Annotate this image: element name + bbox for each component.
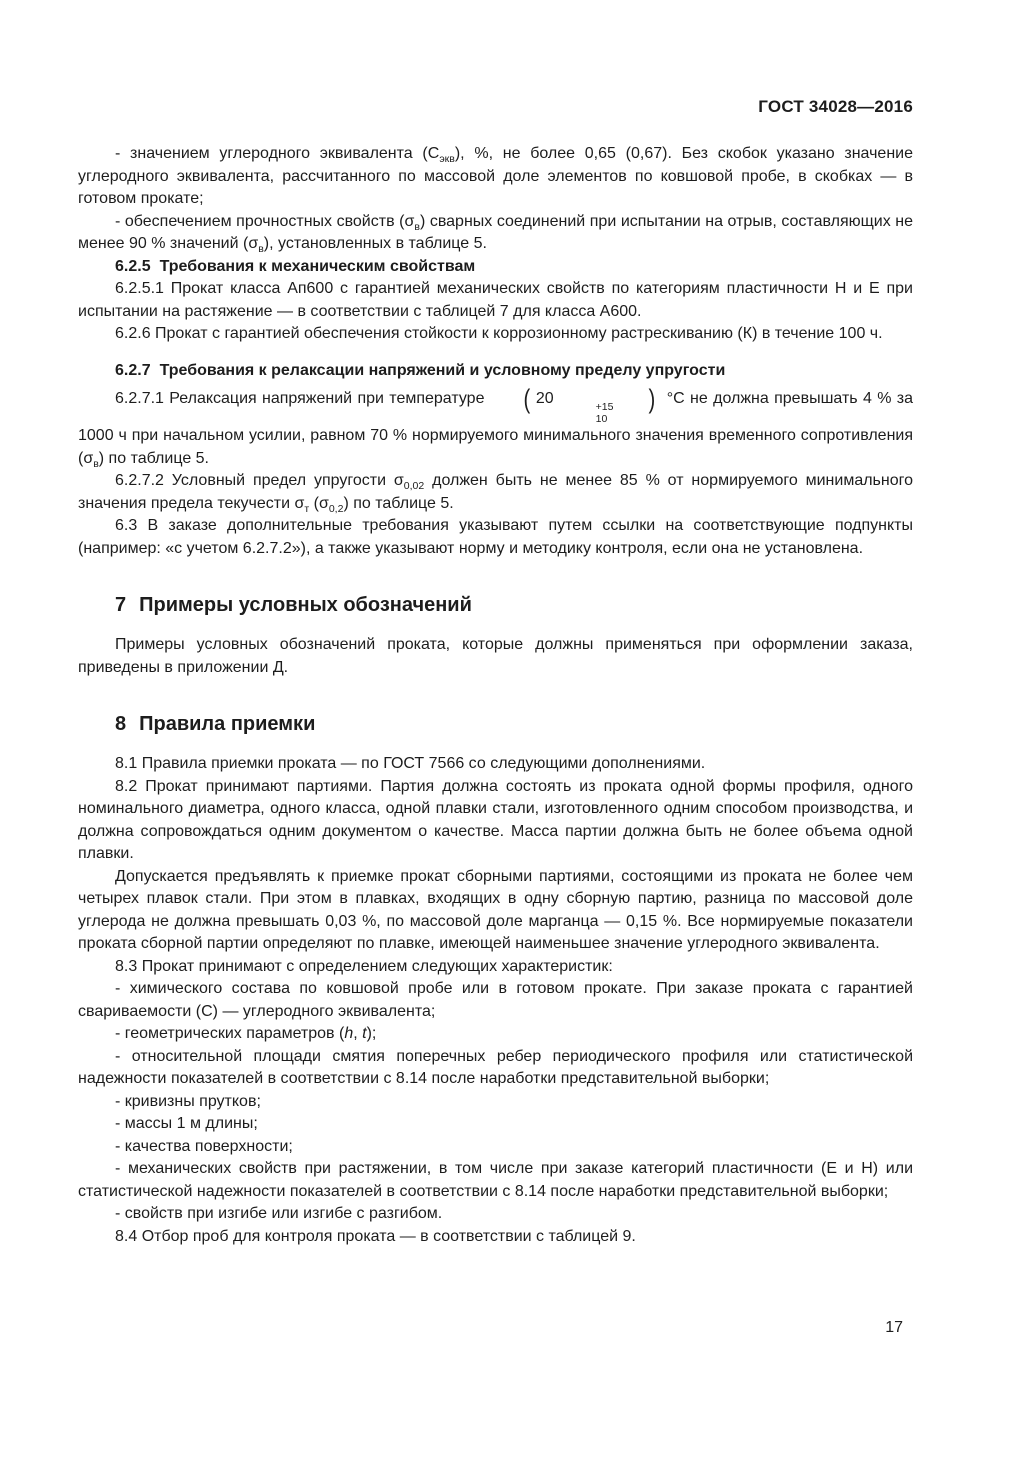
clause-title: Требования к релаксации напряжений и условному пределу упругости	[159, 361, 726, 379]
subscript: т	[304, 502, 310, 515]
list-item-rib-crush-area: - относительной площади смятия поперечных ребер периодического профиля или статистической надежности показателей в соответствии с 8.14 после наработки представительной выборки;	[78, 1047, 913, 1088]
document-body	[78, 143, 913, 1248]
text-run: должен быть не менее 85 % от нормируемого минимального значения предела текучести σ	[78, 472, 914, 512]
subscript: 0,02	[403, 480, 425, 493]
section-7-paragraph: Примеры условных обозначений проката, которые должны применяться при оформлении заказа, приведены в приложении Д.	[78, 636, 913, 676]
section-title: Правила приемки	[139, 713, 316, 736]
clause-6-3: 6.3 В заказе дополнительные требования указывают путем ссылки на соответствующие подпункты (например: «с учетом 6.2.7.2»), а также указывают норму и методику контроля, если она не установлена.	[78, 517, 913, 557]
list-item-bend-properties: - свойств при изгибе или изгибе с разгибом.	[115, 1205, 443, 1223]
clause-8-2: 8.2 Прокат принимают партиями. Партия должна состоять из проката одной формы профиля, одного номинального диаметра, одного класса, одной плавки стали, изготовленного одним способом производства, и должна сопровождаться одним документом о качестве. Масса партии должна быть не более объема одной плавки.	[78, 777, 913, 863]
clause-number: 6.2.5	[115, 257, 151, 275]
doc-number: ГОСТ 34028—2016	[758, 97, 913, 116]
list-item-geometric-parameters	[78, 1023, 913, 1046]
clause-8-4: 8.4 Отбор проб для контроля проката — в соответствии с таблицей 9.	[115, 1227, 636, 1245]
temperature-tolerance: ( 20 +15 10 )	[523, 384, 656, 425]
section-title: Примеры условных обозначений	[139, 594, 472, 617]
variable-h: h	[344, 1025, 354, 1043]
tolerance-lower-limit: 10	[595, 412, 608, 425]
text-run: 6.2.7.1 Релаксация напряжений при температуре	[115, 390, 490, 407]
tolerance-upper-limit: +15	[595, 401, 614, 413]
clause-8-2-continued: Допускается предъявлять к приемке прокат сборными партиями, состоящими из проката не более чем четырех плавок стали. При этом в плавках, входящих в одну сборную партию, разница по массовой доле углерода не должна превышать 0,03 %, по массовой доле марганца — 0,15 %. Все нормируемые показатели проката сборной партии определяют по плавке, имеющей наименьшее значение углеродного эквивалента.	[78, 867, 913, 953]
subscript: в	[414, 220, 420, 233]
list-item-chemical-composition: - химического состава по ковшовой пробе или в готовом прокате. При заказе проката с гарантией свариваемости (С) — углеродного эквивалента;	[78, 980, 913, 1020]
section-heading-7	[78, 592, 913, 618]
tolerance-limits	[559, 402, 614, 425]
section-number: 7	[115, 594, 127, 617]
clause-8-3: 8.3 Прокат принимают с определением следующих характеристик:	[115, 957, 613, 975]
clause-title: Требования к механическим свойствам	[159, 257, 476, 275]
text-run: ) по таблице 5.	[98, 449, 209, 467]
text-run: (σ	[309, 494, 329, 512]
subsection-heading-6-2-7	[78, 360, 913, 383]
subscript: в	[93, 457, 99, 470]
text-run: );	[366, 1025, 377, 1043]
list-item-mechanical-properties: - механических свойств при растяжении, в том числе при заказе категорий пластичности (Е и Н) или статистической надежности показателей в соответствии с 8.14 после наработки представительной выборки;	[78, 1160, 913, 1200]
subscript: 0,2	[328, 502, 344, 515]
clause-6-2-7-2	[78, 470, 913, 515]
clause-6-list-item-carbon-equivalent	[78, 143, 913, 211]
variable-t: t	[362, 1025, 367, 1043]
list-item-mass-per-meter: - массы 1 м длины;	[115, 1115, 258, 1133]
subscript: экв	[439, 153, 455, 165]
section-heading-8	[78, 711, 913, 737]
text-run: - геометрических параметров (	[115, 1025, 345, 1043]
clause-6-2-5-1: 6.2.5.1 Прокат класса Ап600 с гарантией механических свойств по категориям пластичности Н и Е при испытании на растяжение — в соответствии с таблицей 7 для класса А600.	[78, 280, 913, 320]
subsection-heading-6-2-5	[78, 256, 913, 279]
list-item-rod-curvature: - кривизны прутков;	[115, 1092, 261, 1110]
clause-8-1: 8.1 Правила приемки проката — по ГОСТ 7566 со следующими дополнениями.	[115, 755, 706, 773]
section-number: 8	[115, 713, 127, 736]
text-run: ), установленных в таблице 5.	[263, 235, 487, 252]
text-run: ,	[353, 1025, 363, 1043]
running-header	[78, 97, 913, 117]
clause-6-2-6: 6.2.6 Прокат с гарантией обеспечения стойкости к коррозионному растрескиванию (К) в течение 100 ч.	[115, 325, 883, 342]
subscript: в	[258, 243, 264, 255]
clause-6-list-item-weld-strength	[78, 211, 913, 256]
text-run: ), %, не более 0,65 (0,67). Без скобок указано значение углеродного эквивалента, рассчитанного по массовой доле элементов по ковшовой пробе, в скобках — в готовом прокате;	[78, 145, 913, 207]
text-run: - обеспечением прочностных свойств (σ	[115, 212, 415, 230]
text-run: ) сварных соединений при испытании на отрыв, составляющих не менее 90 % значений (σ	[78, 212, 914, 252]
text-run: ) по таблице 5.	[343, 494, 454, 512]
text-run: °С не должна превышать 4 % за 1000 ч при начальном усилии, равном 70 % нормируемого минимального значения временного сопротивления (σ	[78, 390, 914, 467]
text-run: 6.2.7.2 Условный предел упругости σ	[115, 472, 404, 490]
page-number: 17	[885, 1319, 903, 1336]
list-item-surface-quality: - качества поверхности;	[115, 1137, 293, 1155]
tolerance-base-value: 20	[535, 390, 554, 407]
text-run: - значением углеродного эквивалента (С	[115, 145, 440, 162]
clause-6-2-7-1	[78, 384, 914, 470]
clause-number: 6.2.7	[115, 361, 151, 379]
